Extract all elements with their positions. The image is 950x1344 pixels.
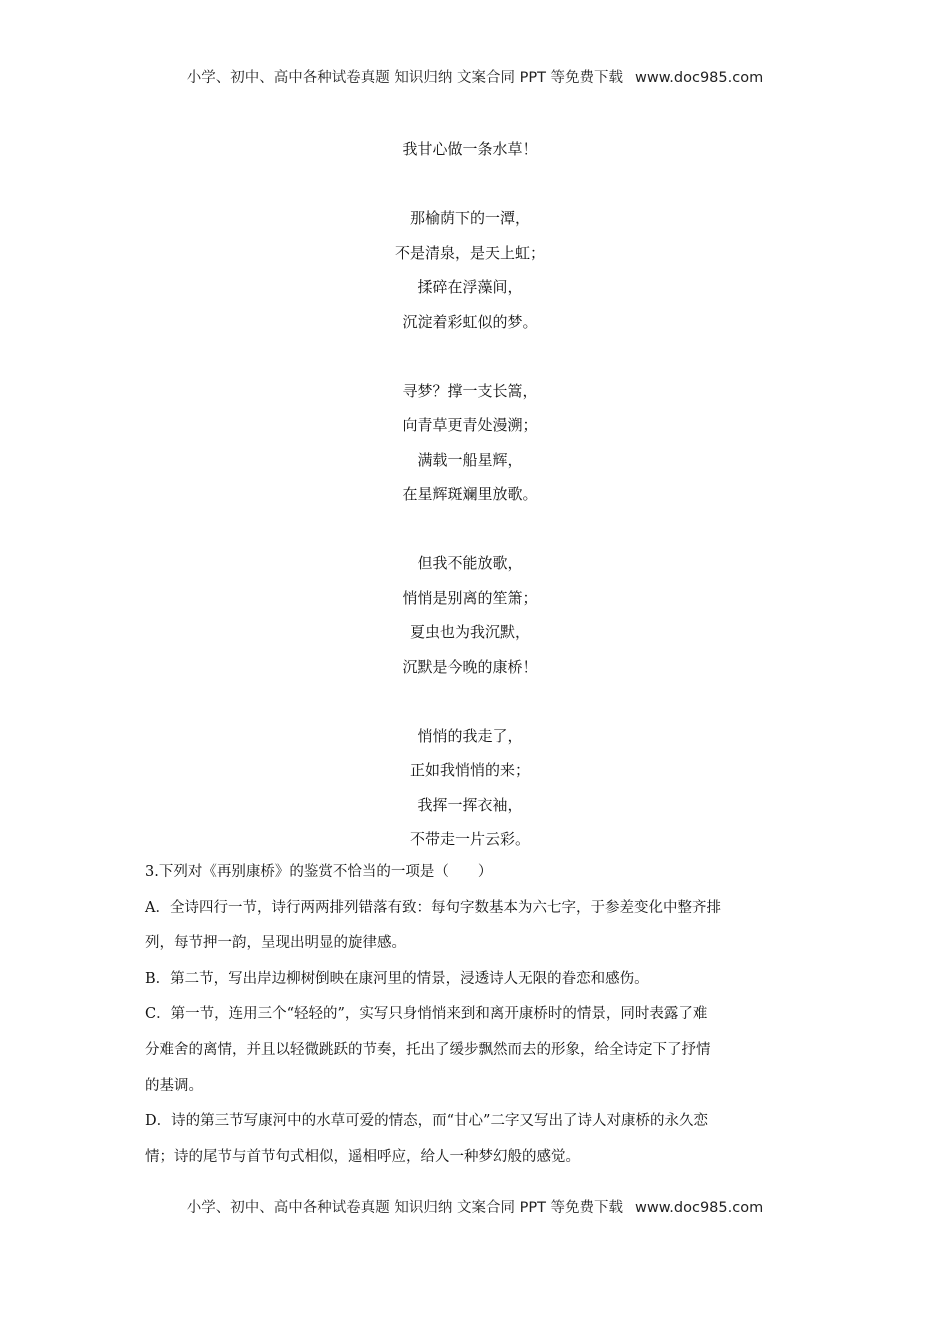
page-header bbox=[0, 66, 950, 87]
poem-line: 我甘心做一条水草！ bbox=[402, 140, 538, 158]
poem-stanza bbox=[0, 137, 940, 172]
poem-line: 悄悄是别离的笙箫； bbox=[402, 588, 538, 607]
poem-line: 不是清泉，是天上虹； bbox=[394, 243, 545, 262]
poem-line: 那榆荫下的一潭， bbox=[409, 209, 530, 227]
option-line: 列，每节押一韵，呈现出明显的旋律感。 bbox=[145, 935, 406, 952]
poem-stanza bbox=[0, 379, 940, 517]
poem-line: 揉碎在浮藻间， bbox=[417, 278, 523, 296]
poem-line: 但我不能放歌， bbox=[417, 554, 523, 572]
poem-line: 不带走一片云彩。 bbox=[409, 830, 530, 848]
option-line: D．诗的第三节写康河中的水草可爱的情态，而“甘心”二字又写出了诗人对康桥的永久恋 bbox=[145, 1113, 708, 1130]
poem-line: 在星辉斑斓里放歌。 bbox=[402, 485, 538, 503]
poem bbox=[0, 137, 940, 896]
poem-line: 沉默是今晚的康桥！ bbox=[402, 657, 538, 676]
poem-line: 夏虫也为我沉默， bbox=[409, 623, 530, 641]
poem-line: 悄悄的我走了， bbox=[417, 726, 523, 745]
poem-line: 向青草更青处漫溯； bbox=[402, 416, 538, 434]
poem-stanza bbox=[0, 551, 940, 689]
footer-text: 小学、初中、高中各种试卷真题 知识归纳 文案合同 PPT 等免费下载 bbox=[186, 1200, 624, 1216]
page-footer bbox=[0, 1196, 950, 1217]
option-line: B．第二节，写出岸边柳树倒映在康河里的情景，浸透诗人无限的眷恋和感伤。 bbox=[145, 970, 649, 987]
option-line: 的基调。 bbox=[145, 1077, 203, 1094]
header-text: 小学、初中、高中各种试卷真题 知识归纳 文案合同 PPT 等免费下载 bbox=[186, 70, 624, 86]
poem-stanza bbox=[0, 206, 940, 344]
poem-line: 正如我悄悄的来； bbox=[409, 761, 530, 779]
option-line: A．全诗四行一节，诗行两两排列错落有致：每句字数基本为六七字，于参差变化中整齐排 bbox=[145, 899, 721, 916]
poem-stanza bbox=[0, 724, 940, 862]
poem-line: 寻梦？撑一支长篙， bbox=[402, 381, 538, 400]
header-url: www.doc985.com bbox=[635, 70, 764, 86]
poem-line: 满载一船星辉， bbox=[417, 450, 523, 469]
option-line: 分难舍的离情，并且以轻微跳跃的节奏，托出了缓步飘然而去的形象，给全诗定下了抒情 bbox=[145, 1041, 711, 1058]
option-line: C．第一节，连用三个“轻轻的”，实写只身悄悄来到和离开康桥时的情景，同时表露了难 bbox=[145, 1006, 708, 1023]
question bbox=[145, 861, 815, 1181]
footer-url: www.doc985.com bbox=[635, 1200, 764, 1216]
option-line: 情；诗的尾节与首节句式相似，遥相呼应，给人一种梦幻般的感觉。 bbox=[145, 1148, 580, 1165]
question-stem: 3.下列对《再别康桥》的鉴赏不恰当的一项是（ ） bbox=[145, 864, 493, 880]
poem-line: 沉淀着彩虹似的梦。 bbox=[402, 312, 538, 331]
poem-line: 我挥一挥衣袖， bbox=[417, 795, 523, 814]
